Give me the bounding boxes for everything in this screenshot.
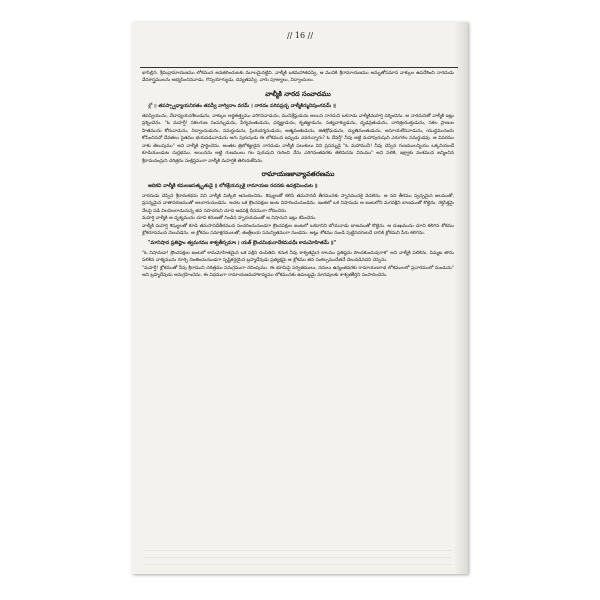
sloka-text: తపస్స్వాధ్యాయనిరతం తపస్వీ వాగ్విదాం వరమ్ । నారదం పరిపప్రచ్ఛ వాల్మీకిర్మునిపుంగవమ్ ॥ (158, 102, 336, 109)
book-page (132, 22, 468, 574)
paragraph: తపస్వియును, వేదాధ్యయనశీలుడును, వాక్కుల అర్థతత్త్వము ఎరిగినవాడును, మునిశ్రేష్ఠుడును అయిన నారదుని ఒకనాడు వాల్మీకిమహర్షి దర్శించెను. ఆ నారదునితో వాల్మీకి ఇట్లు ప్రశ్నించెను. "ఓ మహర్షీ! సకలగుణ సంపన్నుడును, వీర్యవంతుడును, ధర్మజ్ఞుడును, కృతజ్ఞుడును, సత్యవాక్యుడును, దృఢవ్రతుడును, చారిత్రయుక్తుడును, సకల ప్రాణుల హితమును కోరువాడును, విద్వాంసుడును, సమర్థుడును, ప్రియదర్శనుడును, ఆత్మవంతుడును, జితక్రోధుడును, ద్యుతిమంతుడును, అసూయలేనివాడును, యుద్ధమునందు కోపించినచో దేవతలు సైతము భయపడువాడును అగు పురుషుడు ఈ లోకమున ఇప్పుడు ఎవరున్నారు? ఓ దేవర్షీ! నీవు అట్టి మహాపురుషుని ఎరుగగల సమర్థుడవు. ఆ వివరము నాకు తెలుపుము" అని వాల్మీకి ప్రార్థించెను. అంతట త్రిలోకజ్ఞుడైన నారదుడు వాల్మీకి పలుకులు విని ప్రసన్నుడై "ఓ మహామునీ! నీవు చెప్పిన గుణములన్నియు ఒక్కనియందే కూడియుండుట దుర్లభము. అయినను అట్టి గుణములు గల పురుషుని గురించి నేను ఎరిగినంతవరకు తెలిపెదను వినుము" అని పలికి, ఇక్ష్వాకు వంశమున జన్మించిన శ్రీరామచంద్రుని చరిత్రను సంక్షిప్తముగా వాల్మీకి మహర్షికి తెలియజేసెను. (142, 113, 454, 164)
paragraph: మహర్షి వాల్మీకి ఆ దృశ్యమును చూచి కరుణతో నిండిన హృదయముతో ఆ నిషాదుని ఇట్లు శపించెను. (142, 216, 317, 222)
spine-shadow (454, 22, 468, 574)
sloka-verse (148, 183, 454, 191)
section-heading: రామాయణకావ్యావతరణము (261, 170, 335, 179)
bottom-bleed-through (144, 550, 452, 566)
paragraph: నారదుడు చెప్పిన శ్రీరామకథను విని వాల్మీకి మిక్కిలి ఆనందించెను. శిష్యులతో కలిసి తమసానదీ తీరమునకు స్నానమునకై వెడలెను. ఆ నది తీరము స్వచ్ఛమైన జలముతో, ప్రసన్నమైన వాతావరణముతో అలరారుచుండెను. అచట ఒక క్రౌంచపక్షుల జంట విహరించుచుండెను. ఇంతలో ఒక నిషాదుడు ఆ జంటలోని మగపక్షిని బాణముతో కొట్టెను. రక్తసిక్తమై నేలపై పడి విలవిలలాడుచున్న తన సహచరుని చూచి ఆడపక్షి దీనముగా రోదించెను. (142, 193, 454, 214)
paragraph: వాల్మీకి మహర్షి శిష్యులతో కూడి తమసానదీతీరమున సంచరించుచుండగా క్రౌంచపక్షుల జంటలో ఒకదానిని బోయవాడు బాణముతో కొట్టెను. ఆ దుఃఖమును చూచి కలిగిన శోకము శ్లోకరూపమున వెలువడెను. ఆ శ్లోకము సమాక్షరములతో, తంత్రీలయ సమన్వితముగా నుండెను. అట్లు శోకము నుండి పుట్టినదగుటచే దానికి శ్లోకమని పేరు కలిగెను. (142, 223, 454, 237)
page-content (142, 70, 454, 546)
sloka-text: "మానిషాద ప్రతిష్ఠాం త్వమగమః శాశ్వతీస్సమాః । యత్ క్రౌంచమిథునాదేకమవధీః కామమోహితమ్ ॥" (148, 239, 337, 246)
sloka-text: ఆదికవి వాల్మీకి కమలజసత్కృతుడై ॥ లోకశ్రేయస్సుకై రామాయణ రచనకు ఉపక్రమించుట ॥ (148, 182, 318, 189)
sloka-verse (148, 103, 454, 111)
sloka-label: శ్లో ॥ (148, 102, 157, 109)
header-rule (140, 67, 458, 68)
section-heading: వాల్మీకి నారద సంవాదము (265, 89, 331, 98)
sloka-verse (148, 240, 454, 248)
paragraph: "ఓ నిషాదుడా! క్రౌంచపక్షుల జంటలో కామమోహితమైన ఒక పక్షిని చంపితివి. కనుక నీవు శాశ్వతమైన కాలము ప్రతిష్ఠను పొందకుందువుగాక" అని వాల్మీకి పలికెను. పిమ్మట తాను పలికిన వాక్యమును గూర్చి చింతించుచుండగా సృష్టికర్తయైన బ్రహ్మదేవుడు ప్రత్యక్షమై ఆ శ్లోకము తన సంకల్పముచేతనే వెలువడినదని చెప్పెను. (142, 250, 454, 264)
paragraph: భాసిల్లిన. శ్రీమద్రామాయణము లోకమున అవతరించుటకు మూలమైనట్టివి. వాల్మీకి ఒకమహాతపస్వి, ఆ మునికి శ్రీరామాయణము అమృతోపమాన వాక్కుల ఉపదేశించి నారదుడు వేదశాస్త్రములను అభ్యసించినవాడు, గొప్పయోగ్యుడు, దివ్యతపస్వి. వారు పూజ్యులు, విద్వాంసులు. (142, 71, 454, 84)
paragraph: "మహర్షీ! శ్లోకముతో నీవు శ్రీరాముని చరిత్రము సమగ్రముగా రచింపుము. ఈ భూమిపై పర్వతములు, నదులు ఉన్నంతవరకు రామాయణగాథ లోకములలో ప్రచారములో నుండును" అని బ్రహ్మదేవుడు అనుగ్రహించెను. ఈ విధముగా రామాయణమహాకావ్యము లోకమునకు ఉపలబ్ధమై మానవులకు శాశ్వతకీర్తిని సంపాదించెను. (142, 265, 454, 279)
page-number: // 16 // (286, 31, 314, 40)
